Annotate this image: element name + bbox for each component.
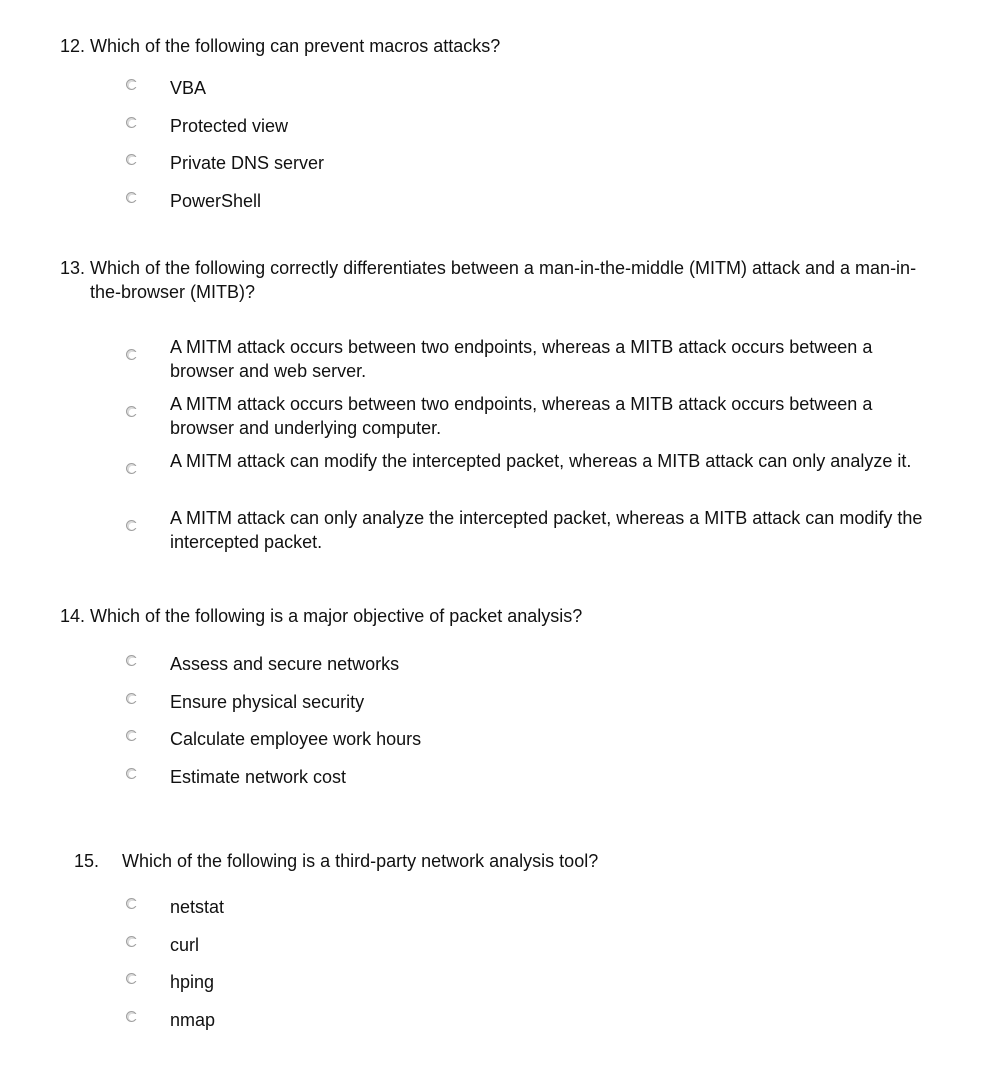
answer-option[interactable] bbox=[60, 933, 940, 971]
answer-option[interactable] bbox=[60, 449, 940, 506]
answer-option[interactable] bbox=[60, 392, 940, 449]
question-prompt: Which of the following correctly differentiates between a man-in-the-middle (MITM) attack and a man-in-the-browser (MITB)? bbox=[90, 258, 917, 303]
answer-label: Ensure physical security bbox=[170, 691, 365, 712]
question-14 bbox=[60, 604, 940, 802]
radio-button-icon[interactable] bbox=[126, 655, 137, 666]
answer-option[interactable] bbox=[60, 727, 940, 765]
answer-option[interactable] bbox=[60, 114, 940, 152]
radio-button-icon[interactable] bbox=[126, 693, 137, 704]
radio-button-icon[interactable] bbox=[126, 1011, 137, 1022]
radio-button-icon[interactable] bbox=[126, 520, 137, 531]
question-number: 14. bbox=[60, 606, 86, 626]
question-12-text bbox=[60, 34, 940, 58]
answer-label: curl bbox=[170, 934, 200, 955]
radio-button-icon[interactable] bbox=[126, 117, 137, 128]
answer-options bbox=[60, 335, 940, 563]
answer-label: netstat bbox=[170, 897, 225, 918]
answer-label: A MITM attack occurs between two endpoints, whereas a MITB attack occurs between a browser and underlying computer. bbox=[170, 393, 873, 438]
question-number: 13. bbox=[60, 258, 86, 278]
radio-button-icon[interactable] bbox=[126, 349, 137, 360]
answer-option[interactable] bbox=[60, 970, 940, 1008]
question-13-text bbox=[60, 256, 940, 305]
answer-option[interactable] bbox=[60, 76, 940, 114]
radio-button-icon[interactable] bbox=[126, 154, 137, 165]
question-prompt: Which of the following is a major objective of packet analysis? bbox=[90, 606, 583, 626]
answer-label: hping bbox=[170, 972, 215, 993]
answer-label: Calculate employee work hours bbox=[170, 729, 422, 750]
question-number: 15. bbox=[74, 851, 100, 871]
answer-label: A MITM attack occurs between two endpoints, whereas a MITB attack occurs between a browser and web server. bbox=[170, 336, 873, 381]
radio-button-icon[interactable] bbox=[126, 936, 137, 947]
answer-label: Estimate network cost bbox=[170, 766, 347, 787]
answer-option[interactable] bbox=[60, 1008, 940, 1046]
answer-option[interactable] bbox=[60, 895, 940, 933]
question-13 bbox=[60, 256, 940, 563]
answer-options bbox=[60, 76, 940, 226]
answer-label: Private DNS server bbox=[170, 153, 325, 174]
answer-label: A MITM attack can modify the intercepted packet, whereas a MITB attack can only analyze it. bbox=[170, 450, 912, 471]
answer-option[interactable] bbox=[60, 765, 940, 803]
answer-option[interactable] bbox=[60, 151, 940, 189]
answer-label: A MITM attack can only analyze the intercepted packet, whereas a MITB attack can modify the intercepted packet. bbox=[170, 507, 923, 552]
radio-button-icon[interactable] bbox=[126, 406, 137, 417]
question-number: 12. bbox=[60, 36, 86, 56]
radio-button-icon[interactable] bbox=[126, 730, 137, 741]
answer-option[interactable] bbox=[60, 652, 940, 690]
answer-label: VBA bbox=[170, 78, 207, 99]
question-prompt: Which of the following is a third-party network analysis tool? bbox=[122, 851, 599, 871]
answer-label: PowerShell bbox=[170, 190, 262, 211]
radio-button-icon[interactable] bbox=[126, 973, 137, 984]
answer-options bbox=[60, 652, 940, 802]
radio-button-icon[interactable] bbox=[126, 898, 137, 909]
question-15 bbox=[74, 849, 954, 1045]
question-14-text bbox=[60, 604, 940, 628]
question-15-text bbox=[74, 849, 954, 873]
answer-label: Assess and secure networks bbox=[170, 654, 400, 675]
answer-option[interactable] bbox=[60, 690, 940, 728]
answer-option[interactable] bbox=[60, 335, 940, 392]
answer-options bbox=[60, 895, 940, 1045]
radio-button-icon[interactable] bbox=[126, 463, 137, 474]
answer-label: nmap bbox=[170, 1009, 216, 1030]
radio-button-icon[interactable] bbox=[126, 79, 137, 90]
question-prompt: Which of the following can prevent macros attacks? bbox=[90, 36, 501, 56]
answer-option[interactable] bbox=[60, 189, 940, 227]
radio-button-icon[interactable] bbox=[126, 768, 137, 779]
radio-button-icon[interactable] bbox=[126, 192, 137, 203]
answer-label: Protected view bbox=[170, 115, 289, 136]
question-12 bbox=[60, 34, 940, 226]
answer-option[interactable] bbox=[60, 506, 940, 563]
